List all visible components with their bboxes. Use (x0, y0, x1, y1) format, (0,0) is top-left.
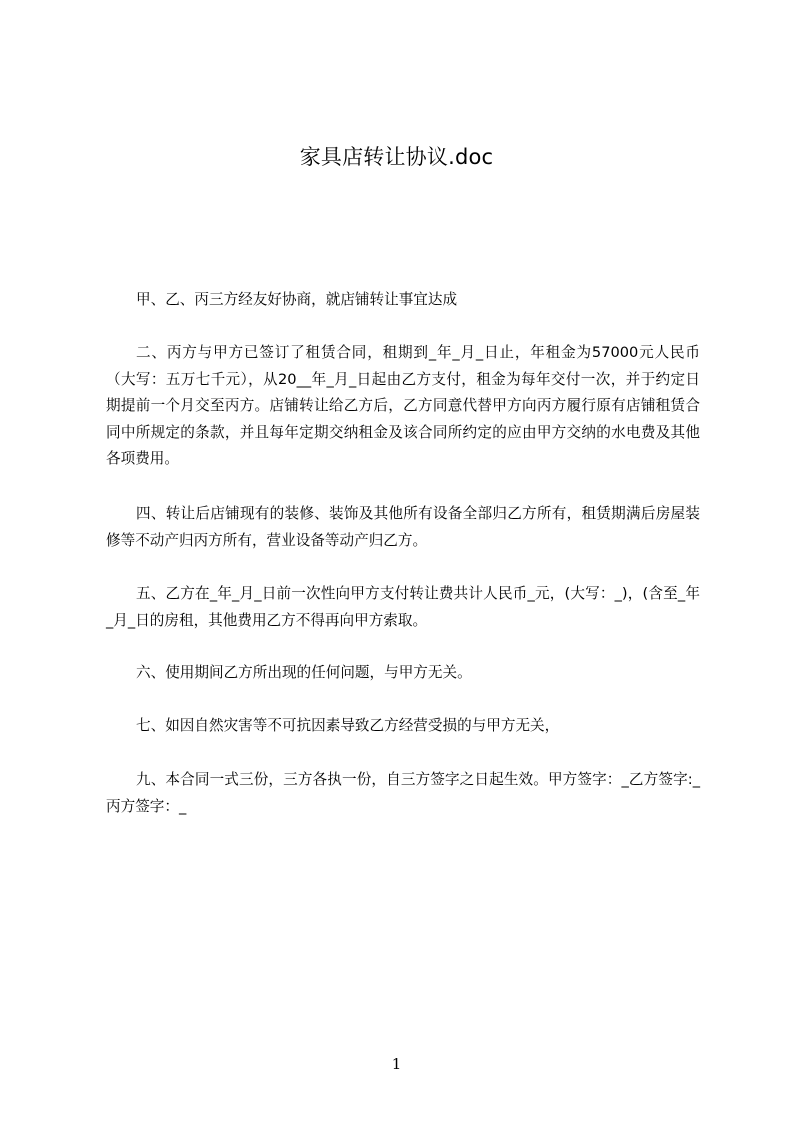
paragraph-clause-4: 四、转让后店铺现有的装修、装饰及其他所有设备全部归乙方所有，租赁期满后房屋装修等不动产归丙方所有，营业设备等动产归乙方。 (106, 505, 700, 549)
page-number: 1 (391, 1055, 402, 1073)
paragraph-clause-2: 二、丙方与甲方已签订了租赁合同，租期到_年_月_日止，年租金为57000元人民币（大写：五万七千元），从20__年_月_日起由乙方支付，租金为每年交付一次，并于约定日期提前一个月交至丙方。店铺转让给乙方后，乙方同意代替甲方向丙方履行原有店铺租赁合同中所规定的条款，并且每年定期交纳租金及该合同所约定的应由甲方交纳的水电费及其他各项费用。 (106, 344, 700, 467)
document-title: 家具店转让协议.doc (299, 145, 494, 169)
paragraph-clause-6: 六、使用期间乙方所出现的任何问题，与甲方无关。 (136, 664, 472, 681)
paragraph-clause-9: 九、本合同一式三份，三方各执一份，自三方签字之日起生效。甲方签字：_乙方签字:_丙方签字：_ (106, 771, 700, 815)
paragraph-intro: 甲、乙、丙三方经友好协商，就店铺转让事宜达成 (136, 291, 458, 308)
paragraph-clause-7: 七、如因自然灾害等不可抗因素导致乙方经营受损的与甲方无关， (136, 717, 560, 734)
paragraph-clause-5: 五、乙方在_年_月_日前一次性向甲方支付转让费共计人民币_元，(大写：_)，(含至_年_月_日的房租，其他费用乙方不得再向甲方索取。 (106, 585, 700, 629)
